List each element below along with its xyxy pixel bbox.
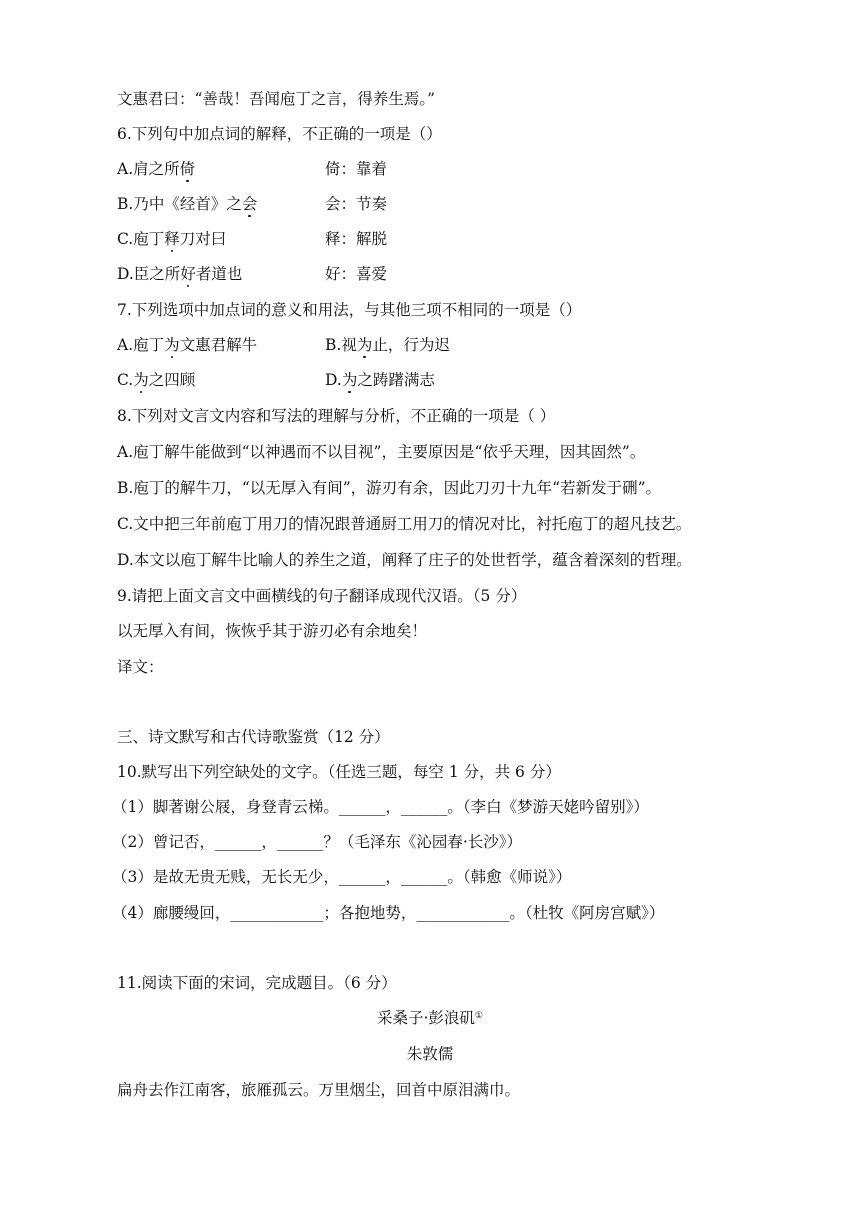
q10-item-3: （3）是故无贵无贱，无长无少，______，______。（韩愈《师说》） — [112, 868, 572, 886]
dotted-word: 为 — [133, 371, 149, 389]
q6-option-a: A.肩之所倚 — [117, 160, 196, 178]
question-9-stem: 9.请把上面文言文中画横线的句子翻译成现代汉语。（5 分） — [117, 587, 527, 605]
q6-option-a-gloss: 倚：靠着 — [325, 160, 388, 178]
q9-answer-label: 译文： — [117, 658, 164, 676]
q7-option-c: C.为之四顾 — [117, 371, 196, 389]
q7-option-b: B.视为止，行为迟 — [325, 336, 450, 354]
q8-option-b: B.庖丁的解牛刀，“以无厚入有间”，游刃有余，因此刀刃十九年“若新发于硎”。 — [117, 479, 662, 497]
q6-option-c-gloss: 释：解脱 — [325, 230, 388, 248]
q10-item-1: （1）脚著谢公屐，身登青云梯。______，______。（李白《梦游天姥吟留别》） — [112, 798, 649, 816]
dotted-word: 为 — [341, 371, 358, 389]
q6-option-b: B.乃中《经首》之会 — [117, 195, 258, 213]
dotted-word: 会 — [241, 195, 258, 213]
passage-closing-line: 文惠君曰：“善哉！吾闻庖丁之言，得养生焉。” — [117, 90, 436, 108]
dotted-word: 好 — [180, 265, 196, 283]
q9-sentence: 以无厚入有间，恢恢乎其于游刃必有余地矣！ — [117, 622, 428, 640]
question-6-stem: 6.下列句中加点词的解释，不正确的一项是（） — [117, 125, 442, 143]
q8-option-d: D.本文以庖丁解牛比喻人的养生之道，阐释了庄子的处世哲学，蕴含着深刻的哲理。 — [117, 551, 692, 569]
q7-option-d: D.为之踌躇满志 — [325, 371, 435, 389]
q10-item-2: （2）曾记否，______，______？（毛泽东《沁园春·长沙》） — [112, 833, 523, 851]
q8-option-c: C.文中把三年前庖丁用刀的情况跟普通厨工用刀的情况对比，衬托庖丁的超凡技艺。 — [117, 515, 692, 533]
dotted-word: 为 — [164, 336, 180, 354]
q6-option-d-gloss: 好：喜爱 — [325, 265, 388, 283]
dotted-word: 释 — [164, 230, 180, 248]
q6-option-b-gloss: 会：节奏 — [325, 195, 388, 213]
q10-item-4: （4）廊腰缦回，____________；各抱地势，____________。（杜牧《阿房宫赋》） — [112, 904, 665, 922]
question-11-stem: 11.阅读下面的宋词，完成题目。（6 分） — [117, 974, 397, 992]
poem-title: 采桑子·彭浪矶① — [376, 1009, 483, 1027]
question-8-stem: 8.下列对文言文内容和写法的理解与分析，不正确的一项是（ ） — [117, 407, 556, 425]
q6-option-d: D.臣之所好者道也 — [117, 265, 243, 283]
poem-line-1: 扁舟去作江南客，旅雁孤云。万里烟尘，回首中原泪满巾。 — [117, 1081, 521, 1099]
q8-option-a: A.庖丁解牛能做到“以神遇而不以目视”，主要原因是“依乎天理，因其固然”。 — [117, 443, 646, 461]
q7-option-a: A.庖丁为文惠君解牛 — [117, 336, 258, 354]
footnote-marker: ① — [474, 1011, 483, 1021]
poem-author: 朱敦儒 — [406, 1045, 454, 1063]
dotted-word: 为 — [356, 336, 373, 354]
section-3-heading: 三、诗文默写和古代诗歌鉴赏（12 分） — [117, 728, 390, 746]
q6-option-c: C.庖丁释刀对曰 — [117, 230, 227, 248]
question-10-stem: 10.默写出下列空缺处的文字。（任选三题，每空 1 分，共 6 分） — [117, 763, 561, 781]
dotted-word: 倚 — [179, 160, 196, 178]
question-7-stem: 7.下列选项中加点词的意义和用法，与其他三项不相同的一项是（） — [117, 301, 582, 319]
